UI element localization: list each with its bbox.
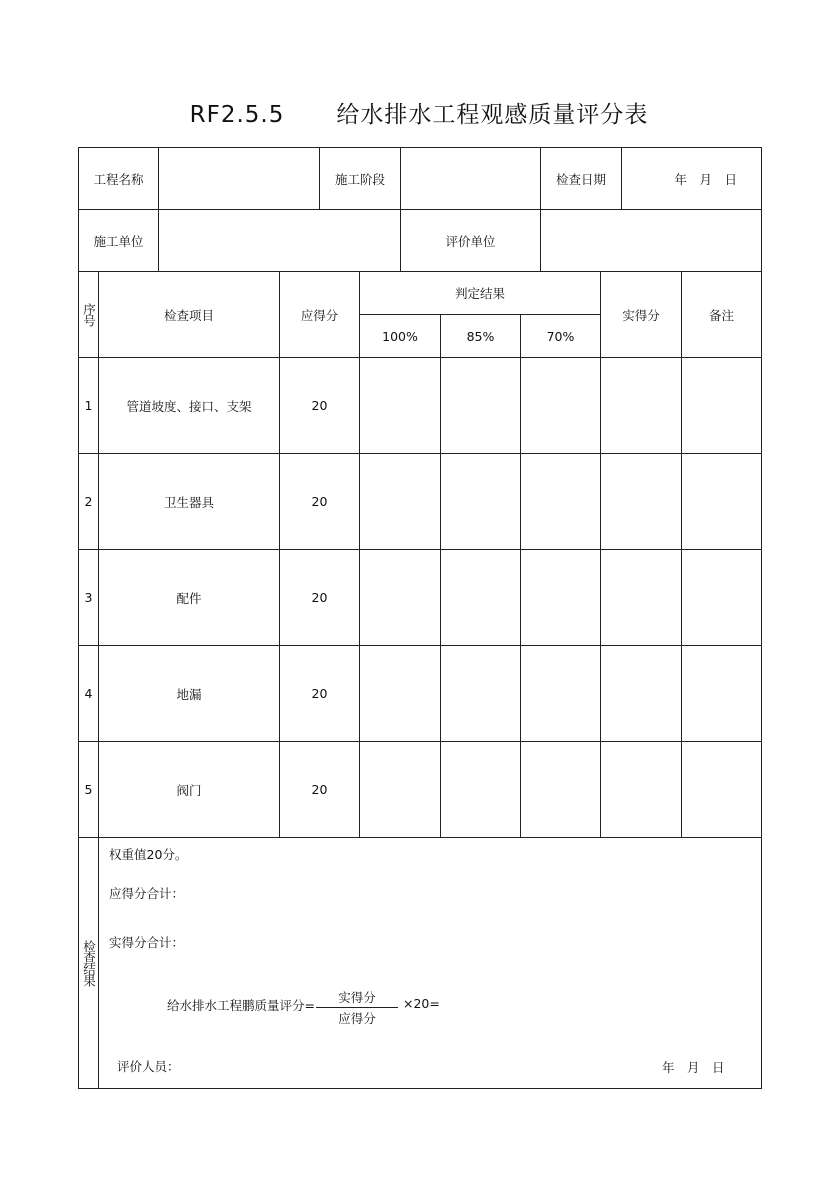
formula-right: ×20= [403,996,440,1011]
row-actual-score-cell[interactable] [600,741,682,838]
row-70pct-cell[interactable] [520,357,601,454]
date-field-text: 年 月 日 [674,171,737,187]
row-item-text: 地漏 [176,686,202,702]
header-seq-text: 序号 [81,303,97,326]
header-100pct-text: 100% [382,328,418,344]
row-actual-score-cell[interactable] [600,453,682,550]
row-100pct-cell[interactable] [359,357,441,454]
form-name: 给水排水工程观感质量评分表 [336,102,649,128]
row-item [98,549,280,646]
header-should-score [279,271,360,358]
form-code: RF2.5.5 [189,102,285,128]
row-item-text: 卫生器具 [163,494,214,510]
row-seq-text: 4 [84,686,93,701]
project-name-field[interactable] [158,147,320,210]
row-item [98,645,280,742]
row-remark-cell[interactable] [681,357,762,454]
row-remark-cell[interactable] [681,741,762,838]
row-should-score-text: 20 [311,686,328,701]
result-label-text: 检查结果 [81,940,97,986]
header-85pct [440,314,521,358]
row-actual-score-cell[interactable] [600,357,682,454]
fraction-line [316,1007,398,1008]
stage-field[interactable] [400,147,541,210]
date-label [540,147,622,210]
row-85pct-cell[interactable] [440,357,521,454]
evaluator-label: 评价人员： [117,1059,180,1074]
header-100pct [359,314,441,358]
row-seq [78,453,99,550]
row-85pct-cell[interactable] [440,453,521,550]
row-should-score-text: 20 [311,398,328,413]
row-seq-text: 5 [84,782,93,797]
row-item-text: 管道坡度、接口、支架 [126,398,252,414]
header-actual-score-text: 实得分 [622,307,660,323]
row-seq-text: 1 [84,398,93,413]
row-actual-score-cell[interactable] [600,549,682,646]
row-seq-text: 3 [84,590,93,605]
row-item-text: 阀门 [176,782,202,798]
formula-left: 给水排水工程鹏质量评分= [167,998,315,1013]
contractor-label-text: 施工单位 [93,233,144,249]
should-total-label: 应得分合计： [109,886,185,901]
weight-text: 权重值20分。 [109,847,188,862]
numerator: 实得分 [338,990,376,1005]
row-actual-score-cell[interactable] [600,645,682,742]
evaluator-unit-field[interactable] [540,209,762,272]
row-should-score [279,549,360,646]
header-70pct-text: 70% [546,328,575,344]
row-item [98,357,280,454]
actual-total-label: 实得分合计： [109,935,185,950]
row-85pct-cell[interactable] [440,549,521,646]
denominator: 应得分 [338,1011,376,1026]
evaluator-unit-label-text: 评价单位 [445,233,496,249]
row-should-score-text: 20 [311,494,328,509]
row-85pct-cell[interactable] [440,645,521,742]
row-70pct-cell[interactable] [520,645,601,742]
row-70pct-cell[interactable] [520,453,601,550]
contractor-label [78,209,159,272]
row-100pct-cell[interactable] [359,645,441,742]
header-item-text: 检查项目 [163,307,214,323]
row-remark-cell[interactable] [681,645,762,742]
date-label-text: 检查日期 [555,171,606,187]
row-item [98,453,280,550]
row-remark-cell[interactable] [681,453,762,550]
page-title [0,96,838,129]
header-judge-result-text: 判定结果 [454,286,505,301]
result-label [78,837,99,1089]
date-field[interactable] [621,147,762,210]
row-100pct-cell[interactable] [359,549,441,646]
evaluation-date: 年 月 日 [662,1060,725,1075]
row-should-score-text: 20 [311,782,328,797]
row-100pct-cell[interactable] [359,741,441,838]
stage-label-text: 施工阶段 [334,171,385,187]
row-70pct-cell[interactable] [520,549,601,646]
row-seq-text: 2 [84,494,93,509]
row-seq [78,357,99,454]
contractor-field[interactable] [158,209,401,272]
row-item-text: 配件 [176,590,202,606]
row-85pct-cell[interactable] [440,741,521,838]
header-item [98,271,280,358]
row-should-score [279,645,360,742]
project-name-label-text: 工程名称 [93,171,144,187]
result-area [98,837,762,1089]
row-item [98,741,280,838]
row-should-score [279,741,360,838]
header-should-score-text: 应得分 [300,307,339,323]
header-70pct [520,314,601,358]
row-should-score [279,453,360,550]
row-70pct-cell[interactable] [520,741,601,838]
project-name-label [78,147,159,210]
row-seq [78,741,99,838]
stage-label [319,147,401,210]
row-seq [78,549,99,646]
evaluator-unit-label [400,209,541,272]
row-should-score [279,357,360,454]
header-85pct-text: 85% [466,328,495,344]
row-seq [78,645,99,742]
header-remark [681,271,762,358]
row-should-score-text: 20 [311,590,328,605]
formula-fraction [316,988,398,1027]
row-100pct-cell[interactable] [359,453,441,550]
header-actual-score [600,271,682,358]
row-remark-cell[interactable] [681,549,762,646]
header-seq [78,271,99,358]
header-remark-text: 备注 [708,307,734,323]
header-judge-result [359,271,601,315]
